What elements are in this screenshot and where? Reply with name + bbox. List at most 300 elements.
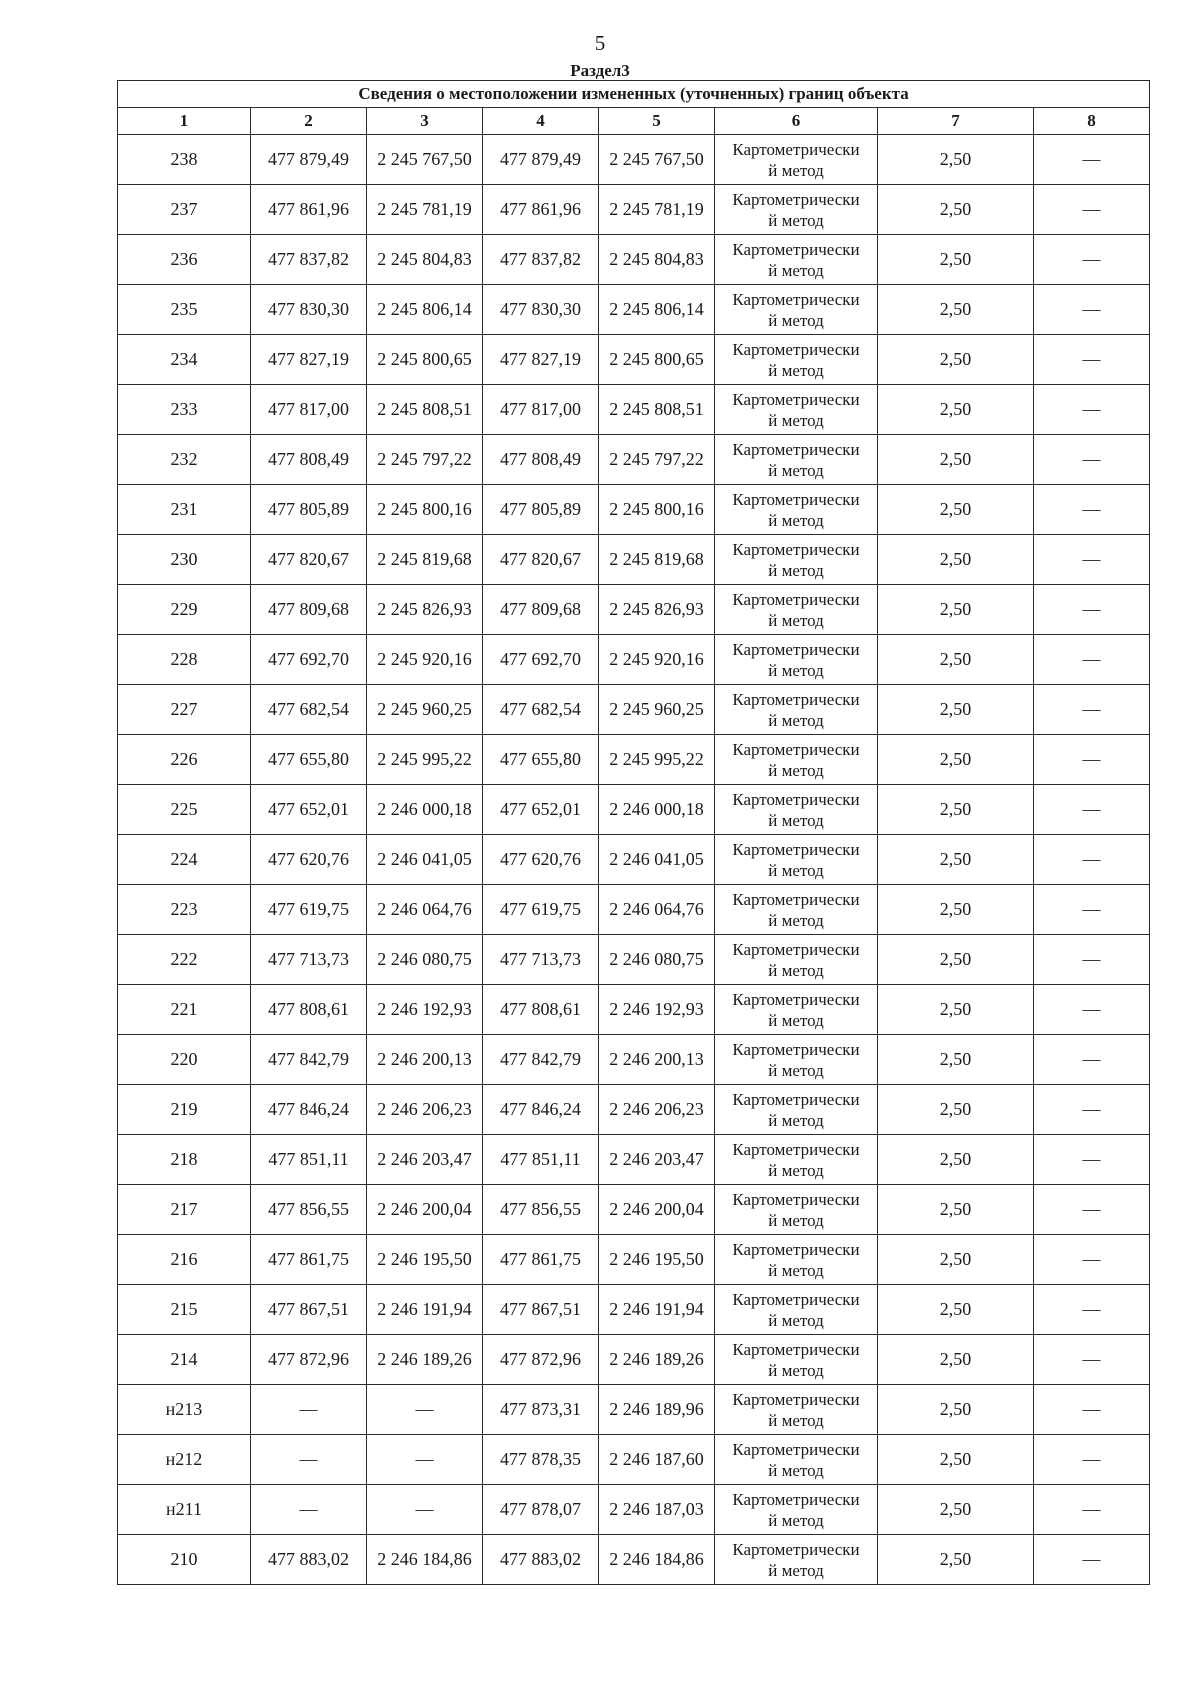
- method-text-line: й метод: [768, 810, 824, 830]
- cell-x-new: 477 872,96: [483, 1335, 599, 1385]
- cell-description: —: [1034, 1035, 1150, 1085]
- cell-x-new: 477 619,75: [483, 885, 599, 935]
- cell-y-new: 2 245 819,68: [599, 535, 715, 585]
- cell-description: —: [1034, 335, 1150, 385]
- table-row: [118, 235, 1150, 285]
- cell-y-old: 2 245 808,51: [367, 385, 483, 435]
- cell-x-old: —: [251, 1435, 367, 1485]
- cell-x-new: 477 856,55: [483, 1185, 599, 1235]
- column-number-1: 1: [118, 108, 251, 135]
- table-caption: Сведения о местоположении измененных (уточненных) границ объекта: [118, 81, 1150, 108]
- method-text-line: Картометрически: [732, 539, 860, 559]
- table-row: [118, 1235, 1150, 1285]
- cell-x-old: 477 827,19: [251, 335, 367, 385]
- cell-method: [715, 835, 878, 885]
- table-row: [118, 185, 1150, 235]
- cell-y-new: 2 246 189,26: [599, 1335, 715, 1385]
- method-text-line: й метод: [768, 1310, 824, 1330]
- cell-y-old: 2 245 800,65: [367, 335, 483, 385]
- page-number: 5: [594, 31, 606, 55]
- table-row: [118, 485, 1150, 535]
- method-text-line: Картометрически: [732, 1189, 860, 1209]
- method-text-line: Картометрически: [732, 1239, 860, 1259]
- cell-method: [715, 635, 878, 685]
- cell-method: [715, 585, 878, 635]
- cell-y-old: 2 245 819,68: [367, 535, 483, 585]
- table-row: [118, 385, 1150, 435]
- cell-method: [715, 1135, 878, 1185]
- column-number-8: 8: [1034, 108, 1150, 135]
- table-caption-row: [118, 81, 1150, 108]
- cell-y-old: 2 246 041,05: [367, 835, 483, 885]
- table-row: [118, 1085, 1150, 1135]
- method-text-line: Картометрически: [732, 889, 860, 909]
- table-row: [118, 1435, 1150, 1485]
- cell-y-new: 2 246 203,47: [599, 1135, 715, 1185]
- method-text-line: й метод: [768, 460, 824, 480]
- cell-x-new: 477 879,49: [483, 135, 599, 185]
- cell-y-old: 2 245 960,25: [367, 685, 483, 735]
- cell-x-new: 477 808,61: [483, 985, 599, 1035]
- cell-y-new: 2 246 195,50: [599, 1235, 715, 1285]
- cell-y-old: 2 246 203,47: [367, 1135, 483, 1185]
- cell-description: —: [1034, 1335, 1150, 1385]
- cell-method: [715, 1185, 878, 1235]
- cell-y-old: 2 246 184,86: [367, 1535, 483, 1585]
- cell-accuracy: 2,50: [878, 285, 1034, 335]
- cell-point-number: 222: [118, 935, 251, 985]
- cell-x-new: 477 692,70: [483, 635, 599, 685]
- method-text-line: Картометрически: [732, 589, 860, 609]
- cell-method: [715, 1535, 878, 1585]
- method-text-line: й метод: [768, 160, 824, 180]
- cell-y-new: 2 246 041,05: [599, 835, 715, 885]
- cell-y-new: 2 246 200,04: [599, 1185, 715, 1235]
- method-text-line: й метод: [768, 860, 824, 880]
- method-text-line: й метод: [768, 1010, 824, 1030]
- method-text-line: й метод: [768, 310, 824, 330]
- cell-y-old: 2 246 080,75: [367, 935, 483, 985]
- cell-y-new: 2 246 200,13: [599, 1035, 715, 1085]
- cell-accuracy: 2,50: [878, 1335, 1034, 1385]
- method-text-line: й метод: [768, 660, 824, 680]
- cell-x-old: 477 817,00: [251, 385, 367, 435]
- cell-x-old: 477 842,79: [251, 1035, 367, 1085]
- cell-y-new: 2 245 995,22: [599, 735, 715, 785]
- cell-x-old: 477 879,49: [251, 135, 367, 185]
- cell-x-old: 477 830,30: [251, 285, 367, 335]
- table-row: [118, 735, 1150, 785]
- cell-y-new: 2 246 189,96: [599, 1385, 715, 1435]
- method-text-line: Картометрически: [732, 1089, 860, 1109]
- method-text-line: Картометрически: [732, 1339, 860, 1359]
- cell-method: [715, 1485, 878, 1535]
- method-text-line: Картометрически: [732, 839, 860, 859]
- method-text-line: й метод: [768, 1510, 824, 1530]
- method-text-line: й метод: [768, 910, 824, 930]
- method-text-line: Картометрически: [732, 339, 860, 359]
- cell-y-new: 2 245 781,19: [599, 185, 715, 235]
- column-number-5: 5: [599, 108, 715, 135]
- cell-accuracy: 2,50: [878, 1135, 1034, 1185]
- cell-point-number: 223: [118, 885, 251, 935]
- method-text-line: й метод: [768, 360, 824, 380]
- method-text-line: Картометрически: [732, 189, 860, 209]
- cell-x-new: 477 620,76: [483, 835, 599, 885]
- cell-y-new: 2 246 064,76: [599, 885, 715, 935]
- cell-x-old: 477 713,73: [251, 935, 367, 985]
- cell-point-number: 220: [118, 1035, 251, 1085]
- cell-y-old: 2 246 206,23: [367, 1085, 483, 1135]
- cell-method: [715, 535, 878, 585]
- method-text-line: й метод: [768, 1360, 824, 1380]
- cell-method: [715, 1285, 878, 1335]
- cell-x-old: 477 655,80: [251, 735, 367, 785]
- cell-point-number: 215: [118, 1285, 251, 1335]
- method-text-line: Картометрически: [732, 789, 860, 809]
- method-text-line: Картометрически: [732, 1039, 860, 1059]
- cell-point-number: 236: [118, 235, 251, 285]
- cell-x-old: 477 861,96: [251, 185, 367, 235]
- table-row: [118, 1535, 1150, 1585]
- cell-point-number: 210: [118, 1535, 251, 1585]
- cell-point-number: 229: [118, 585, 251, 635]
- cell-accuracy: 2,50: [878, 485, 1034, 535]
- cell-method: [715, 935, 878, 985]
- cell-point-number: 221: [118, 985, 251, 1035]
- table-row: [118, 335, 1150, 385]
- cell-x-new: 477 851,11: [483, 1135, 599, 1185]
- table-row: [118, 1185, 1150, 1235]
- cell-point-number: 232: [118, 435, 251, 485]
- section-title: Раздел3: [570, 61, 630, 80]
- cell-point-number: 226: [118, 735, 251, 785]
- cell-x-old: —: [251, 1385, 367, 1435]
- cell-y-old: 2 245 995,22: [367, 735, 483, 785]
- method-text-line: Картометрически: [732, 239, 860, 259]
- cell-point-number: 228: [118, 635, 251, 685]
- method-text-line: Картометрически: [732, 689, 860, 709]
- cell-method: [715, 735, 878, 785]
- method-text-line: Картометрически: [732, 939, 860, 959]
- method-text-line: Картометрически: [732, 1539, 860, 1559]
- cell-method: [715, 385, 878, 435]
- method-text-line: й метод: [768, 260, 824, 280]
- cell-point-number: 233: [118, 385, 251, 435]
- cell-accuracy: 2,50: [878, 1085, 1034, 1135]
- cell-x-new: 477 861,96: [483, 185, 599, 235]
- cell-x-new: 477 827,19: [483, 335, 599, 385]
- cell-accuracy: 2,50: [878, 835, 1034, 885]
- cell-description: —: [1034, 385, 1150, 435]
- method-text-line: й метод: [768, 560, 824, 580]
- cell-y-new: 2 245 800,16: [599, 485, 715, 535]
- table-row: [118, 835, 1150, 885]
- table-row: [118, 1135, 1150, 1185]
- cell-description: —: [1034, 785, 1150, 835]
- cell-point-number: 216: [118, 1235, 251, 1285]
- cell-x-old: 477 846,24: [251, 1085, 367, 1135]
- cell-accuracy: 2,50: [878, 1535, 1034, 1585]
- cell-point-number: 237: [118, 185, 251, 235]
- cell-y-new: 2 246 192,93: [599, 985, 715, 1035]
- cell-x-old: 477 620,76: [251, 835, 367, 885]
- cell-description: —: [1034, 1135, 1150, 1185]
- cell-description: —: [1034, 1235, 1150, 1285]
- cell-x-old: 477 652,01: [251, 785, 367, 835]
- cell-point-number: 235: [118, 285, 251, 335]
- cell-y-new: 2 245 804,83: [599, 235, 715, 285]
- method-text-line: й метод: [768, 1260, 824, 1280]
- cell-method: [715, 1435, 878, 1485]
- cell-description: —: [1034, 1385, 1150, 1435]
- cell-method: [715, 1235, 878, 1285]
- cell-y-new: 2 246 000,18: [599, 785, 715, 835]
- cell-point-number: н212: [118, 1435, 251, 1485]
- cell-x-new: 477 837,82: [483, 235, 599, 285]
- cell-accuracy: 2,50: [878, 1285, 1034, 1335]
- cell-x-new: 477 878,35: [483, 1435, 599, 1485]
- cell-accuracy: 2,50: [878, 735, 1034, 785]
- cell-y-old: 2 246 000,18: [367, 785, 483, 835]
- cell-accuracy: 2,50: [878, 1035, 1034, 1085]
- cell-description: —: [1034, 585, 1150, 635]
- method-text-line: й метод: [768, 1160, 824, 1180]
- cell-point-number: 227: [118, 685, 251, 735]
- cell-accuracy: 2,50: [878, 985, 1034, 1035]
- cell-point-number: 224: [118, 835, 251, 885]
- cell-y-old: 2 245 804,83: [367, 235, 483, 285]
- cell-y-old: —: [367, 1385, 483, 1435]
- cell-method: [715, 1335, 878, 1385]
- cell-method: [715, 985, 878, 1035]
- cell-x-new: 477 808,49: [483, 435, 599, 485]
- column-number-6: 6: [715, 108, 878, 135]
- cell-method: [715, 435, 878, 485]
- cell-method: [715, 135, 878, 185]
- method-text-line: й метод: [768, 1560, 824, 1580]
- cell-accuracy: 2,50: [878, 1385, 1034, 1435]
- method-text-line: й метод: [768, 1210, 824, 1230]
- cell-y-old: 2 245 797,22: [367, 435, 483, 485]
- cell-y-old: 2 245 767,50: [367, 135, 483, 185]
- cell-x-old: 477 808,61: [251, 985, 367, 1035]
- cell-description: —: [1034, 435, 1150, 485]
- column-number-3: 3: [367, 108, 483, 135]
- cell-y-new: 2 246 206,23: [599, 1085, 715, 1135]
- cell-description: —: [1034, 285, 1150, 335]
- cell-accuracy: 2,50: [878, 585, 1034, 635]
- cell-description: —: [1034, 185, 1150, 235]
- method-text-line: й метод: [768, 1410, 824, 1430]
- cell-y-old: 2 245 920,16: [367, 635, 483, 685]
- cell-description: —: [1034, 135, 1150, 185]
- method-text-line: й метод: [768, 210, 824, 230]
- method-text-line: й метод: [768, 1460, 824, 1480]
- method-text-line: Картометрически: [732, 1389, 860, 1409]
- cell-method: [715, 1385, 878, 1435]
- table-row: [118, 535, 1150, 585]
- cell-description: —: [1034, 985, 1150, 1035]
- cell-y-new: 2 245 800,65: [599, 335, 715, 385]
- table-row: [118, 935, 1150, 985]
- cell-point-number: 231: [118, 485, 251, 535]
- table-row: [118, 135, 1150, 185]
- cell-y-old: —: [367, 1485, 483, 1535]
- cell-description: —: [1034, 835, 1150, 885]
- cell-x-old: 477 851,11: [251, 1135, 367, 1185]
- cell-accuracy: 2,50: [878, 185, 1034, 235]
- cell-y-new: 2 246 187,03: [599, 1485, 715, 1535]
- cell-y-new: 2 245 767,50: [599, 135, 715, 185]
- cell-x-old: 477 872,96: [251, 1335, 367, 1385]
- cell-x-old: 477 808,49: [251, 435, 367, 485]
- cell-y-old: —: [367, 1435, 483, 1485]
- cell-description: —: [1034, 885, 1150, 935]
- boundary-coordinates-table: [117, 80, 1150, 1585]
- cell-y-new: 2 245 960,25: [599, 685, 715, 735]
- method-text-line: й метод: [768, 1110, 824, 1130]
- method-text-line: й метод: [768, 510, 824, 530]
- cell-description: —: [1034, 935, 1150, 985]
- cell-accuracy: 2,50: [878, 635, 1034, 685]
- cell-x-old: —: [251, 1485, 367, 1535]
- cell-y-old: 2 245 781,19: [367, 185, 483, 235]
- cell-accuracy: 2,50: [878, 885, 1034, 935]
- cell-y-new: 2 246 187,60: [599, 1435, 715, 1485]
- cell-x-new: 477 873,31: [483, 1385, 599, 1435]
- cell-accuracy: 2,50: [878, 235, 1034, 285]
- cell-point-number: 225: [118, 785, 251, 835]
- cell-x-new: 477 817,00: [483, 385, 599, 435]
- cell-method: [715, 685, 878, 735]
- cell-x-old: 477 837,82: [251, 235, 367, 285]
- cell-y-new: 2 245 920,16: [599, 635, 715, 685]
- cell-y-old: 2 246 192,93: [367, 985, 483, 1035]
- cell-accuracy: 2,50: [878, 1435, 1034, 1485]
- method-text-line: Картометрически: [732, 1289, 860, 1309]
- cell-accuracy: 2,50: [878, 785, 1034, 835]
- cell-description: —: [1034, 1285, 1150, 1335]
- cell-description: —: [1034, 1485, 1150, 1535]
- method-text-line: й метод: [768, 710, 824, 730]
- cell-accuracy: 2,50: [878, 335, 1034, 385]
- table-row: [118, 885, 1150, 935]
- cell-x-new: 477 805,89: [483, 485, 599, 535]
- cell-y-old: 2 246 189,26: [367, 1335, 483, 1385]
- cell-description: —: [1034, 235, 1150, 285]
- method-text-line: Картометрически: [732, 139, 860, 159]
- cell-method: [715, 1085, 878, 1135]
- cell-x-old: 477 805,89: [251, 485, 367, 535]
- table-row: [118, 285, 1150, 335]
- cell-accuracy: 2,50: [878, 935, 1034, 985]
- cell-point-number: 218: [118, 1135, 251, 1185]
- table-row: [118, 1335, 1150, 1385]
- method-text-line: Картометрически: [732, 1489, 860, 1509]
- cell-x-old: 477 820,67: [251, 535, 367, 585]
- method-text-line: Картометрически: [732, 439, 860, 459]
- method-text-line: Картометрически: [732, 289, 860, 309]
- cell-description: —: [1034, 1185, 1150, 1235]
- cell-x-old: 477 883,02: [251, 1535, 367, 1585]
- cell-accuracy: 2,50: [878, 385, 1034, 435]
- table-body: [118, 135, 1150, 1585]
- cell-method: [715, 485, 878, 535]
- cell-accuracy: 2,50: [878, 1185, 1034, 1235]
- method-text-line: й метод: [768, 960, 824, 980]
- cell-y-new: 2 246 191,94: [599, 1285, 715, 1335]
- cell-method: [715, 235, 878, 285]
- cell-point-number: 238: [118, 135, 251, 185]
- cell-y-new: 2 245 826,93: [599, 585, 715, 635]
- cell-x-old: 477 692,70: [251, 635, 367, 685]
- method-text-line: Картометрически: [732, 989, 860, 1009]
- cell-description: —: [1034, 535, 1150, 585]
- column-number-7: 7: [878, 108, 1034, 135]
- cell-x-new: 477 878,07: [483, 1485, 599, 1535]
- cell-accuracy: 2,50: [878, 435, 1034, 485]
- cell-accuracy: 2,50: [878, 685, 1034, 735]
- cell-y-old: 2 245 800,16: [367, 485, 483, 535]
- table-row: [118, 635, 1150, 685]
- cell-x-old: 477 867,51: [251, 1285, 367, 1335]
- table-row: [118, 985, 1150, 1035]
- method-text-line: й метод: [768, 760, 824, 780]
- cell-x-new: 477 867,51: [483, 1285, 599, 1335]
- cell-x-old: 477 619,75: [251, 885, 367, 935]
- cell-description: —: [1034, 1435, 1150, 1485]
- column-number-4: 4: [483, 108, 599, 135]
- method-text-line: й метод: [768, 610, 824, 630]
- cell-description: —: [1034, 1085, 1150, 1135]
- method-text-line: Картометрически: [732, 739, 860, 759]
- cell-method: [715, 185, 878, 235]
- cell-description: —: [1034, 635, 1150, 685]
- cell-x-new: 477 820,67: [483, 535, 599, 585]
- method-text-line: й метод: [768, 1060, 824, 1080]
- cell-y-old: 2 246 200,04: [367, 1185, 483, 1235]
- cell-method: [715, 785, 878, 835]
- cell-x-old: 477 809,68: [251, 585, 367, 635]
- table-row: [118, 785, 1150, 835]
- cell-y-new: 2 245 806,14: [599, 285, 715, 335]
- cell-x-new: 477 655,80: [483, 735, 599, 785]
- cell-y-old: 2 246 200,13: [367, 1035, 483, 1085]
- cell-x-new: 477 861,75: [483, 1235, 599, 1285]
- cell-method: [715, 1035, 878, 1085]
- cell-description: —: [1034, 485, 1150, 535]
- table-row: [118, 585, 1150, 635]
- method-text-line: Картометрически: [732, 489, 860, 509]
- cell-description: —: [1034, 1535, 1150, 1585]
- cell-x-new: 477 713,73: [483, 935, 599, 985]
- method-text-line: Картометрически: [732, 389, 860, 409]
- cell-x-new: 477 883,02: [483, 1535, 599, 1585]
- cell-y-new: 2 246 080,75: [599, 935, 715, 985]
- method-text-line: Картометрически: [732, 1139, 860, 1159]
- cell-accuracy: 2,50: [878, 135, 1034, 185]
- cell-point-number: н211: [118, 1485, 251, 1535]
- cell-y-new: 2 245 808,51: [599, 385, 715, 435]
- cell-point-number: н213: [118, 1385, 251, 1435]
- cell-method: [715, 885, 878, 935]
- cell-x-new: 477 682,54: [483, 685, 599, 735]
- cell-x-old: 477 682,54: [251, 685, 367, 735]
- cell-x-new: 477 830,30: [483, 285, 599, 335]
- table-row: [118, 1285, 1150, 1335]
- method-text-line: й метод: [768, 410, 824, 430]
